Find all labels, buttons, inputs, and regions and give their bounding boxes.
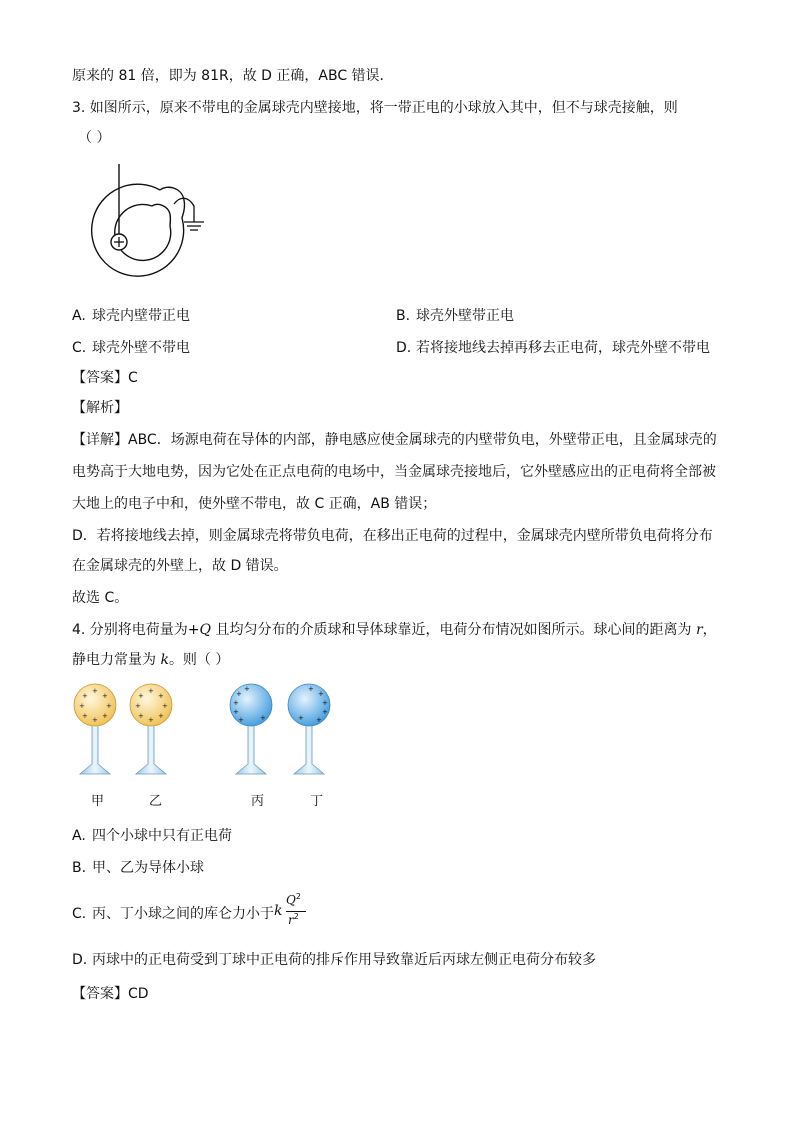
analysis-tag: 【 解析 】	[72, 400, 128, 416]
svg-text:+: +	[238, 716, 244, 724]
svg-text:+: +	[233, 708, 239, 716]
q4-answer	[72, 984, 149, 1004]
option-text: 球壳外壁不带电	[92, 340, 190, 356]
q4-option-d	[72, 950, 596, 970]
q3-detail-line5: 在金属球壳的外壁上，故 D 错误。	[72, 558, 288, 574]
option-key: B.	[396, 308, 411, 324]
q4-option-c	[72, 904, 274, 924]
option-text: 若将接地线去掉再移去正电荷，球壳外壁不带电	[416, 340, 710, 356]
label-ding: 丁	[310, 794, 324, 809]
answer-value: C	[128, 370, 138, 386]
symbol-r: r	[695, 622, 703, 638]
svg-text:+: +	[158, 692, 164, 700]
svg-text:+: +	[158, 712, 164, 720]
q3-detail-line2: 电势高于大地电势，因为它处在正点电荷的电场中，当金属球壳接地后，它外壁感应出的正电荷将全部被	[72, 464, 716, 480]
prev-answer-line: 原来的 81 倍，即为 81R，故 D 正确，ABC 错误．	[72, 68, 394, 84]
stem-text: ，	[702, 622, 717, 638]
svg-text:+: +	[316, 716, 322, 724]
svg-text:+: +	[82, 712, 88, 720]
q3-option-b	[396, 306, 514, 326]
ball-bing	[230, 684, 272, 774]
option-text: 球壳外壁带正电	[416, 308, 514, 324]
svg-text:+: +	[298, 714, 304, 722]
q3-analysis-heading	[72, 398, 128, 418]
svg-text:+: +	[102, 712, 108, 720]
q3-detail-line3: 大地上的电子中和，使外壁不带电，故 C 正确，AB 错误；	[72, 496, 437, 512]
svg-text:+: +	[162, 702, 168, 710]
q4-stem-line1	[72, 620, 717, 640]
ball-yi	[130, 684, 172, 774]
option-key: C.	[72, 906, 87, 922]
svg-text:+: +	[308, 685, 314, 693]
stem-text: 静电力常量为	[72, 652, 161, 668]
svg-text:+: +	[236, 690, 242, 698]
svg-text:+: +	[138, 712, 144, 720]
svg-text:+: +	[79, 702, 85, 710]
svg-text:+: +	[244, 685, 250, 693]
formula-q-exponent: 2	[295, 892, 301, 901]
option-key: D.	[396, 340, 412, 356]
q4-option-a	[72, 826, 232, 846]
q3-option-a	[72, 306, 190, 326]
svg-text:+: +	[322, 699, 328, 707]
coulomb-formula	[274, 892, 314, 932]
option-key: A.	[72, 308, 86, 324]
formula-k: k	[274, 903, 283, 919]
option-text: 球壳内壁带正电	[92, 308, 190, 324]
q3-figure-grounded-shell	[70, 160, 210, 290]
q3-conclusion: 故选 C。	[72, 590, 129, 606]
option-key: B.	[72, 860, 87, 876]
q3-detail-line4: D．若将接地线去掉，则金属球壳将带负电荷，在移出正电荷的过程中，金属球壳内壁所带负电荷将分布	[72, 528, 713, 544]
option-text: 丙、丁小球之间的库仑力小于	[92, 906, 274, 922]
ball-jia	[74, 684, 116, 774]
q3-option-d	[396, 338, 710, 358]
svg-text:+: +	[92, 716, 98, 724]
stem-text: 4. 分别将电荷量为+	[72, 622, 200, 638]
symbol-k: k	[160, 652, 169, 668]
option-key: A.	[72, 828, 86, 844]
svg-text:+: +	[92, 687, 98, 695]
formula-q: Q	[286, 893, 296, 907]
answer-tag: 【 答案 】	[72, 986, 128, 1002]
svg-text:+: +	[260, 714, 266, 722]
svg-text:+: +	[82, 692, 88, 700]
label-bing: 丙	[251, 794, 265, 809]
svg-text:+: +	[318, 690, 324, 698]
q4-stem-line2	[72, 650, 229, 670]
svg-text:+: +	[148, 716, 154, 724]
ball-ding	[288, 684, 330, 774]
svg-text:+: +	[322, 708, 328, 716]
detail-text: ABC．场源电荷在导体的内部，静电感应使金属球壳的内壁带负电，外壁带正电，且金属球壳的	[128, 432, 717, 448]
option-text: 甲、乙为导体小球	[92, 860, 204, 876]
option-key: C.	[72, 340, 87, 356]
stem-text: 。则（ ）	[168, 652, 230, 668]
answer-tag: 【 答案 】	[72, 370, 128, 386]
option-text: 丙球中的正电荷受到丁球中正电荷的排斥作用导致靠近后丙球左侧正电荷分布较多	[92, 952, 596, 968]
q4-option-b	[72, 858, 204, 878]
formula-denominator	[288, 912, 299, 927]
q3-answer	[72, 368, 138, 388]
q4-figure-four-spheres	[70, 680, 350, 780]
label-yi: 乙	[149, 794, 163, 809]
symbol-q: Q	[199, 622, 212, 638]
svg-text:+: +	[138, 692, 144, 700]
q3-stem-line2: （ ）	[78, 130, 111, 146]
q3-stem-line1: 3. 如图所示，原来不带电的金属球壳内壁接地，将一带正电的小球放入其中，但不与球壳接触，则	[72, 100, 678, 116]
formula-r-exponent: 2	[293, 912, 299, 921]
svg-text:+: +	[106, 702, 112, 710]
svg-text:+: +	[135, 702, 141, 710]
formula-numerator	[286, 892, 301, 907]
stem-text: 且均匀分布的介质球和导体球靠近，电荷分布情况如图所示。球心间的距离为	[211, 622, 696, 638]
label-jia: 甲	[91, 794, 105, 809]
svg-text:+: +	[102, 692, 108, 700]
answer-value: CD	[128, 986, 149, 1002]
svg-text:+: +	[233, 699, 239, 707]
formula-r: r	[288, 913, 294, 927]
option-key: D.	[72, 952, 88, 968]
q3-detail-line1	[72, 430, 717, 450]
detail-tag: 【 详解 】	[72, 432, 128, 448]
svg-text:+: +	[148, 687, 154, 695]
q3-option-c	[72, 338, 190, 358]
option-text: 四个小球中只有正电荷	[92, 828, 232, 844]
